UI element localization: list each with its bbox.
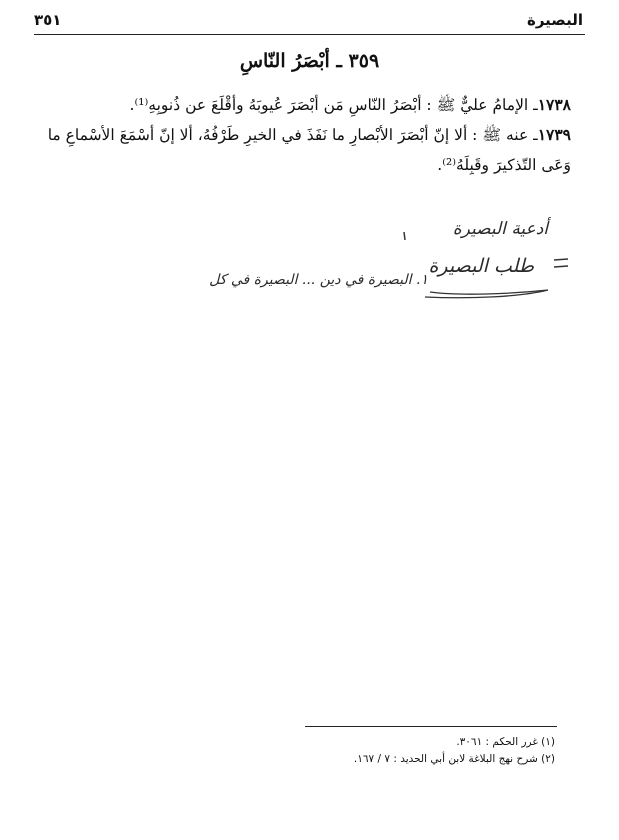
handwritten-underline — [425, 290, 548, 298]
hadith-paragraph — [42, 90, 571, 120]
footnote-divider — [305, 726, 557, 727]
hadith-text: ـ الإمامُ عليٌّ ﷺ : أبْصَرُ النّاسِ مَن أبْصَرَ عُيوبَهُ وأقْلَعَ عن ذُنوبِهِ⁽¹⁾. — [129, 96, 538, 114]
handwritten-note-line1: أدعية البصيرة — [452, 219, 548, 239]
hadith-text: ـ عنه ﷺ : ألا إنّ أبْصَرَ الأبْصارِ ما نَفَذَ في الخيرِ طَرْفُهُ، ألا إنّ أسْمَعَ الأسْماعِ ما وَعَى التّذكيرَ وقَبِلَهُ⁽²⁾. — [47, 126, 571, 174]
section-title: ٣٥٩ ـ أبْصَرُ النّاسِ — [239, 50, 380, 72]
handwritten-note-line2-heading: طلب البصيرة — [428, 255, 534, 277]
handwritten-note-line2-rest: ١. البصيرة في دين ... البصيرة في كل — [209, 272, 428, 288]
hadith-number: ١٧٣٨ — [537, 95, 571, 114]
handwritten-comma-mark — [404, 232, 405, 240]
page-number: ٣٥١ — [34, 11, 62, 29]
running-header-title: البصيرة — [527, 11, 583, 29]
footnote: (٢) شرح نهج البلاغة لابن أبي الحديد : ٧ / ١٦٧. — [353, 753, 555, 765]
handwritten-equals-sign — [554, 259, 568, 267]
header-divider — [34, 34, 585, 35]
hadith-paragraph — [42, 120, 571, 180]
hadith-number: ١٧٣٩ — [537, 125, 571, 144]
footnote: (١) غرر الحكم : ٣٠٦١. — [456, 736, 555, 748]
